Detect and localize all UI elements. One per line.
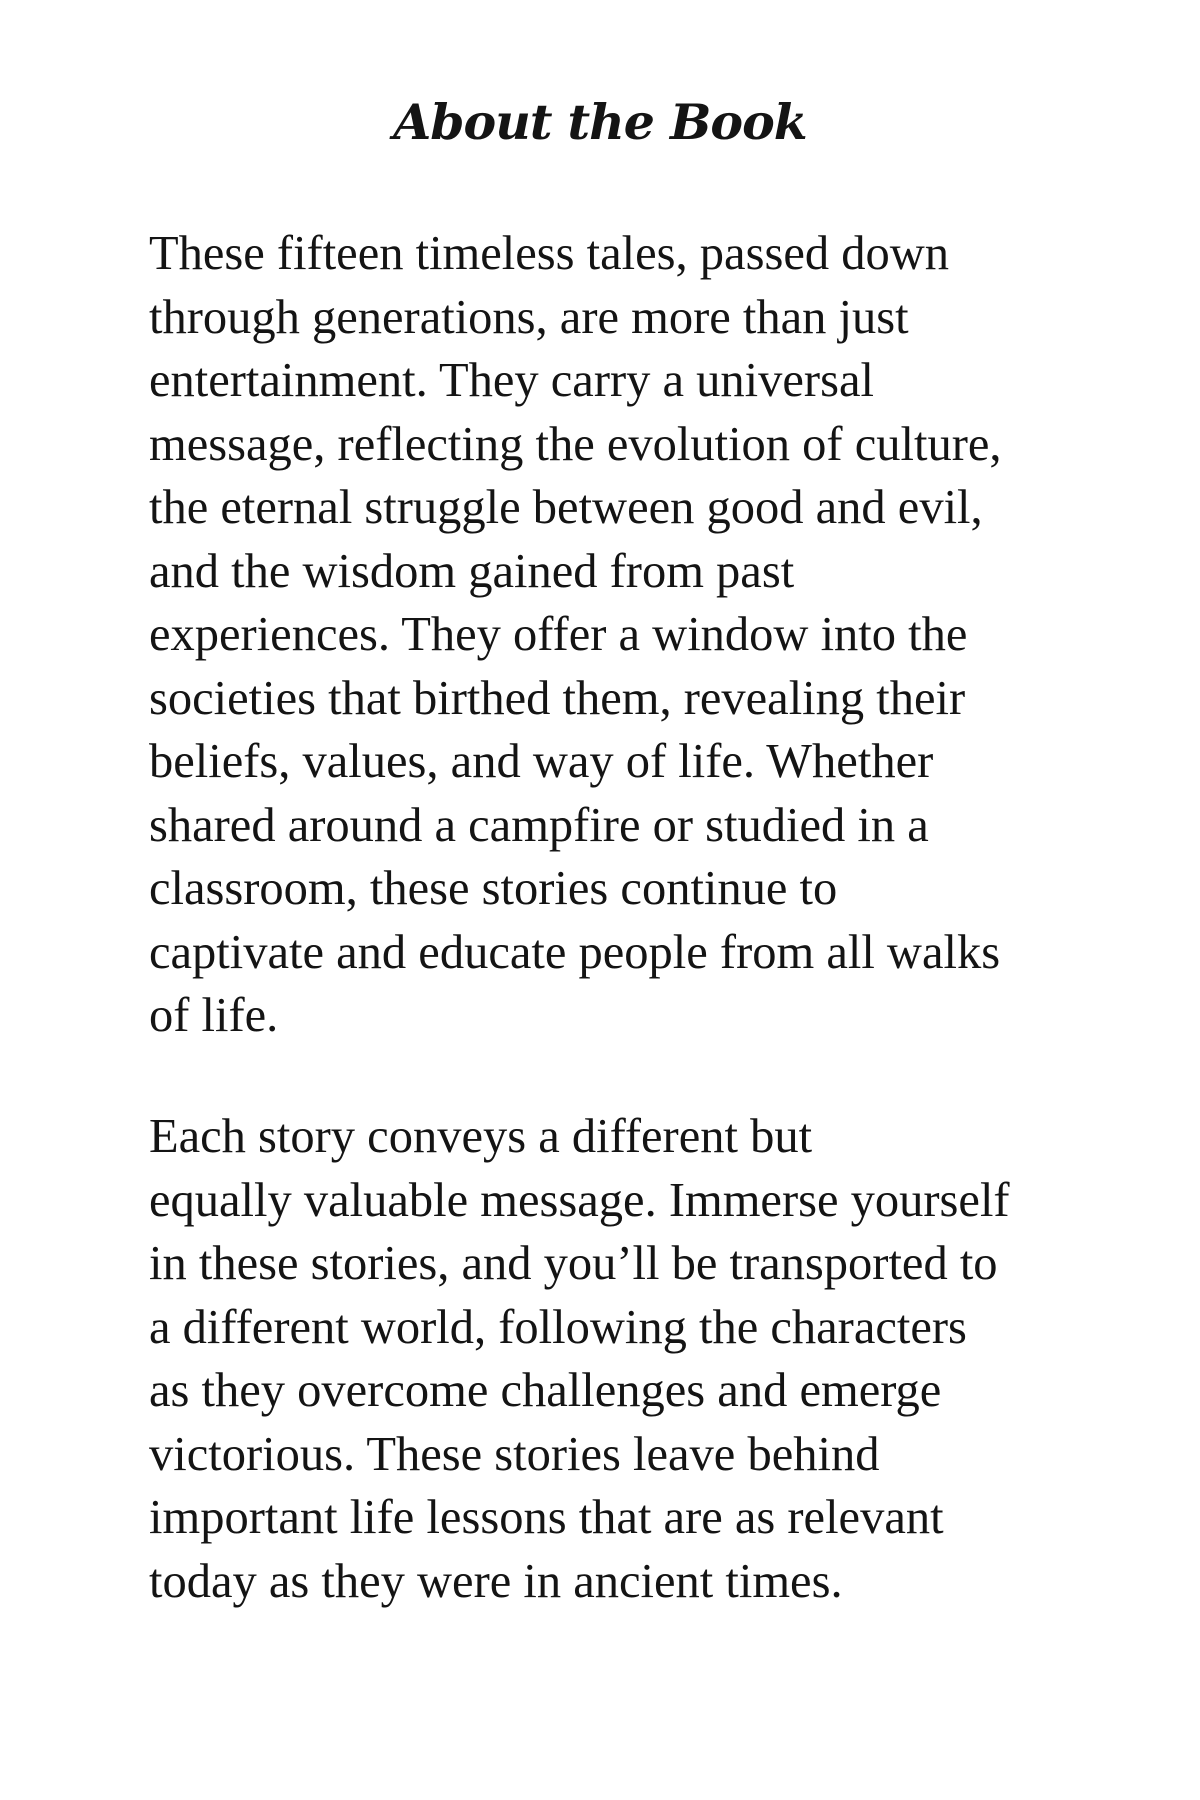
text-line: Each story conveys a different but [149, 1110, 813, 1163]
text-line: the eternal struggle between good and evil, [149, 481, 983, 534]
text-line: classroom, these stories continue to [149, 862, 838, 915]
text-line: important life lessons that are as relevant [149, 1491, 944, 1544]
text-line: victorious. These stories leave behind [149, 1427, 880, 1481]
text-line: and the wisdom gained from past [149, 544, 795, 598]
text-line: societies that birthed them, revealing their [149, 671, 966, 725]
page-title: About the Book [393, 93, 807, 151]
text-line: today as they were in ancient times. [149, 1554, 843, 1608]
paragraph-intro [149, 222, 1079, 1048]
text-line: captivate and educate people from all walks [149, 925, 1001, 979]
text-line: as they overcome challenges and emerge [149, 1364, 942, 1417]
text-line: shared around a campfire or studied in a [149, 798, 929, 852]
paragraph-message [149, 1105, 1079, 1613]
text-line: message, reflecting the evolution of culture, [149, 417, 1002, 471]
text-line: beliefs, values, and way of life. Whether [149, 735, 934, 788]
text-line: equally valuable message. Immerse yourself [149, 1173, 1010, 1227]
text-line: a different world, following the characters [149, 1300, 967, 1354]
text-line: entertainment. They carry a universal [149, 354, 874, 407]
text-line: of life. [149, 989, 279, 1042]
text-line: experiences. They offer a window into the [149, 608, 968, 661]
text-line: through generations, are more than just [149, 290, 909, 344]
text-line: in these stories, and you’ll be transported to [149, 1237, 998, 1290]
text-line: These fifteen timeless tales, passed down [149, 227, 950, 280]
